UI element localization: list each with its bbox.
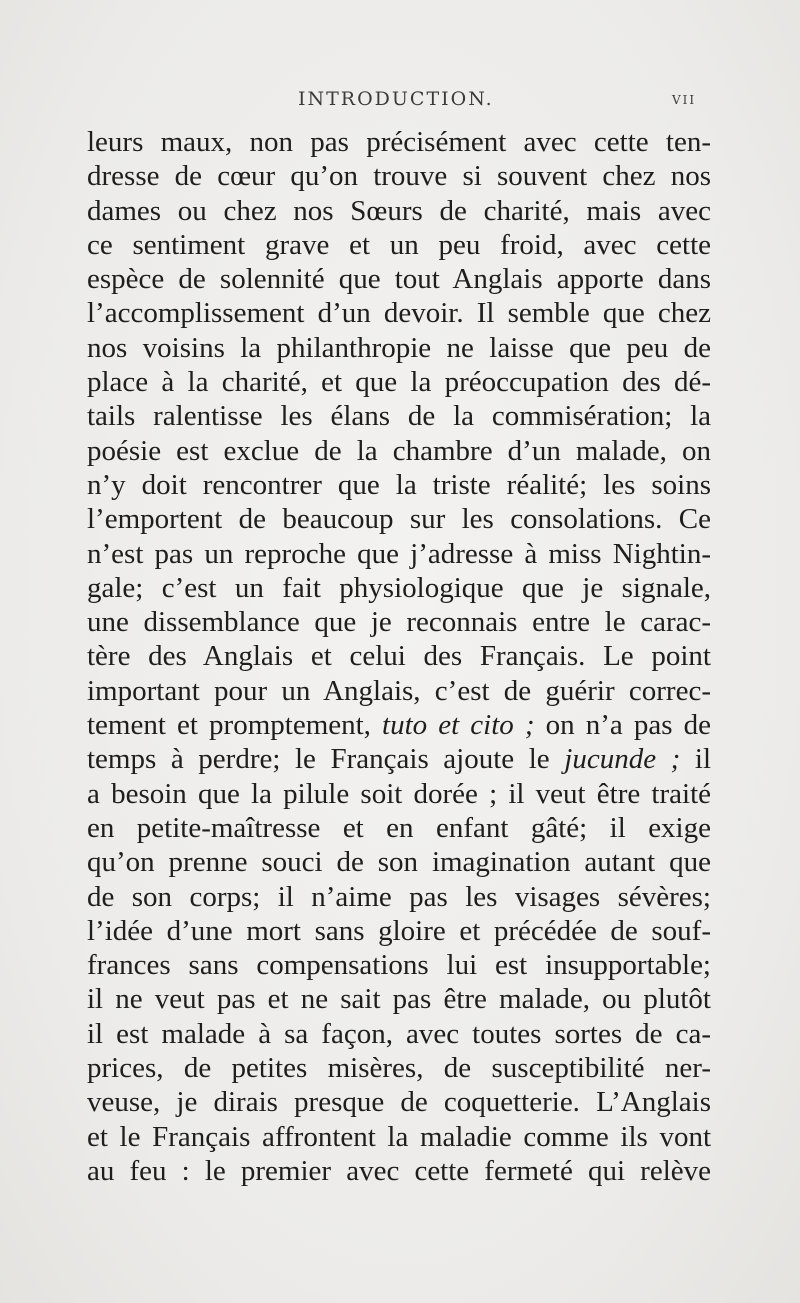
text-line: n’y doit rencontrer que la triste réalité; les soins (87, 468, 711, 501)
text-line: nos voisins la philanthropie ne laisse que peu de (87, 331, 711, 364)
italic-phrase: jucunde ; (564, 743, 681, 776)
text-line: frances sans compensations lui est insupportable; (87, 949, 711, 982)
text-line: il est malade à sa façon, avec toutes sortes de ca- (87, 1017, 711, 1050)
text-line: il ne veut pas et ne sait pas être malade, ou plutôt (87, 983, 711, 1016)
text-segment: tement et promptement, (87, 709, 383, 742)
text-line: poésie est exclue de la chambre d’un malade, on (87, 434, 711, 467)
text-line: au feu : le premier avec cette fermeté qui relève (87, 1154, 711, 1187)
text-segment: temps à perdre; le Français ajoute le (87, 743, 565, 776)
text-line: dresse de cœur qu’on trouve si souvent chez nos (87, 160, 711, 193)
text-line: en petite-maîtresse et en enfant gâté; il exige (87, 811, 711, 844)
text-line: l’idée d’une mort sans gloire et précédée de souf- (87, 914, 711, 947)
text-line: l’accomplissement d’un devoir. Il semble que chez (87, 297, 711, 330)
text-line: dames ou chez nos Sœurs de charité, mais avec (87, 194, 711, 227)
text-line: leurs maux, non pas précisément avec cette ten- (87, 126, 711, 158)
text-line: place à la charité, et que la préoccupation des dé- (87, 366, 711, 399)
running-head (0, 88, 800, 118)
text-line: tère des Anglais et celui des Français. Le point (87, 640, 711, 673)
text-line: de son corps; il n’aime pas les visages sévères; (87, 880, 711, 913)
text-line: et le Français affrontent la maladie comme ils vont (87, 1120, 711, 1153)
text-line: une dissemblance que je reconnais entre le carac- (87, 606, 711, 639)
text-line: important pour un Anglais, c’est de guérir correc- (87, 674, 711, 707)
text-line: a besoin que la pilule soit dorée ; il veut être traité (87, 777, 711, 810)
text-line: qu’on prenne souci de son imagination autant que (87, 846, 711, 879)
text-line: prices, de petites misères, de susceptibilité ner- (87, 1052, 711, 1085)
text-line: gale; c’est un fait physiologique que je signale, (87, 571, 711, 604)
text-line: veuse, je dirais presque de coquetterie. L’Anglais (87, 1086, 711, 1119)
text-line (87, 742, 711, 776)
text-line: l’emportent de beaucoup sur les consolations. Ce (87, 503, 711, 536)
text-line: espèce de solennité que tout Anglais apporte dans (87, 263, 711, 296)
text-line: n’est pas un reproche que j’adresse à miss Nightin- (87, 537, 711, 570)
italic-phrase: tuto et cito ; (382, 709, 535, 742)
running-title: INTRODUCTION. (298, 88, 494, 110)
body-text (87, 125, 711, 1188)
text-line: ce sentiment grave et un peu froid, avec cette (87, 228, 711, 261)
text-segment: on n’a pas de (534, 709, 711, 742)
text-line: tails ralentisse les élans de la commisération; la (87, 400, 711, 433)
text-line (87, 708, 711, 742)
page-number: vii (672, 89, 697, 109)
text-segment: il (680, 743, 711, 776)
